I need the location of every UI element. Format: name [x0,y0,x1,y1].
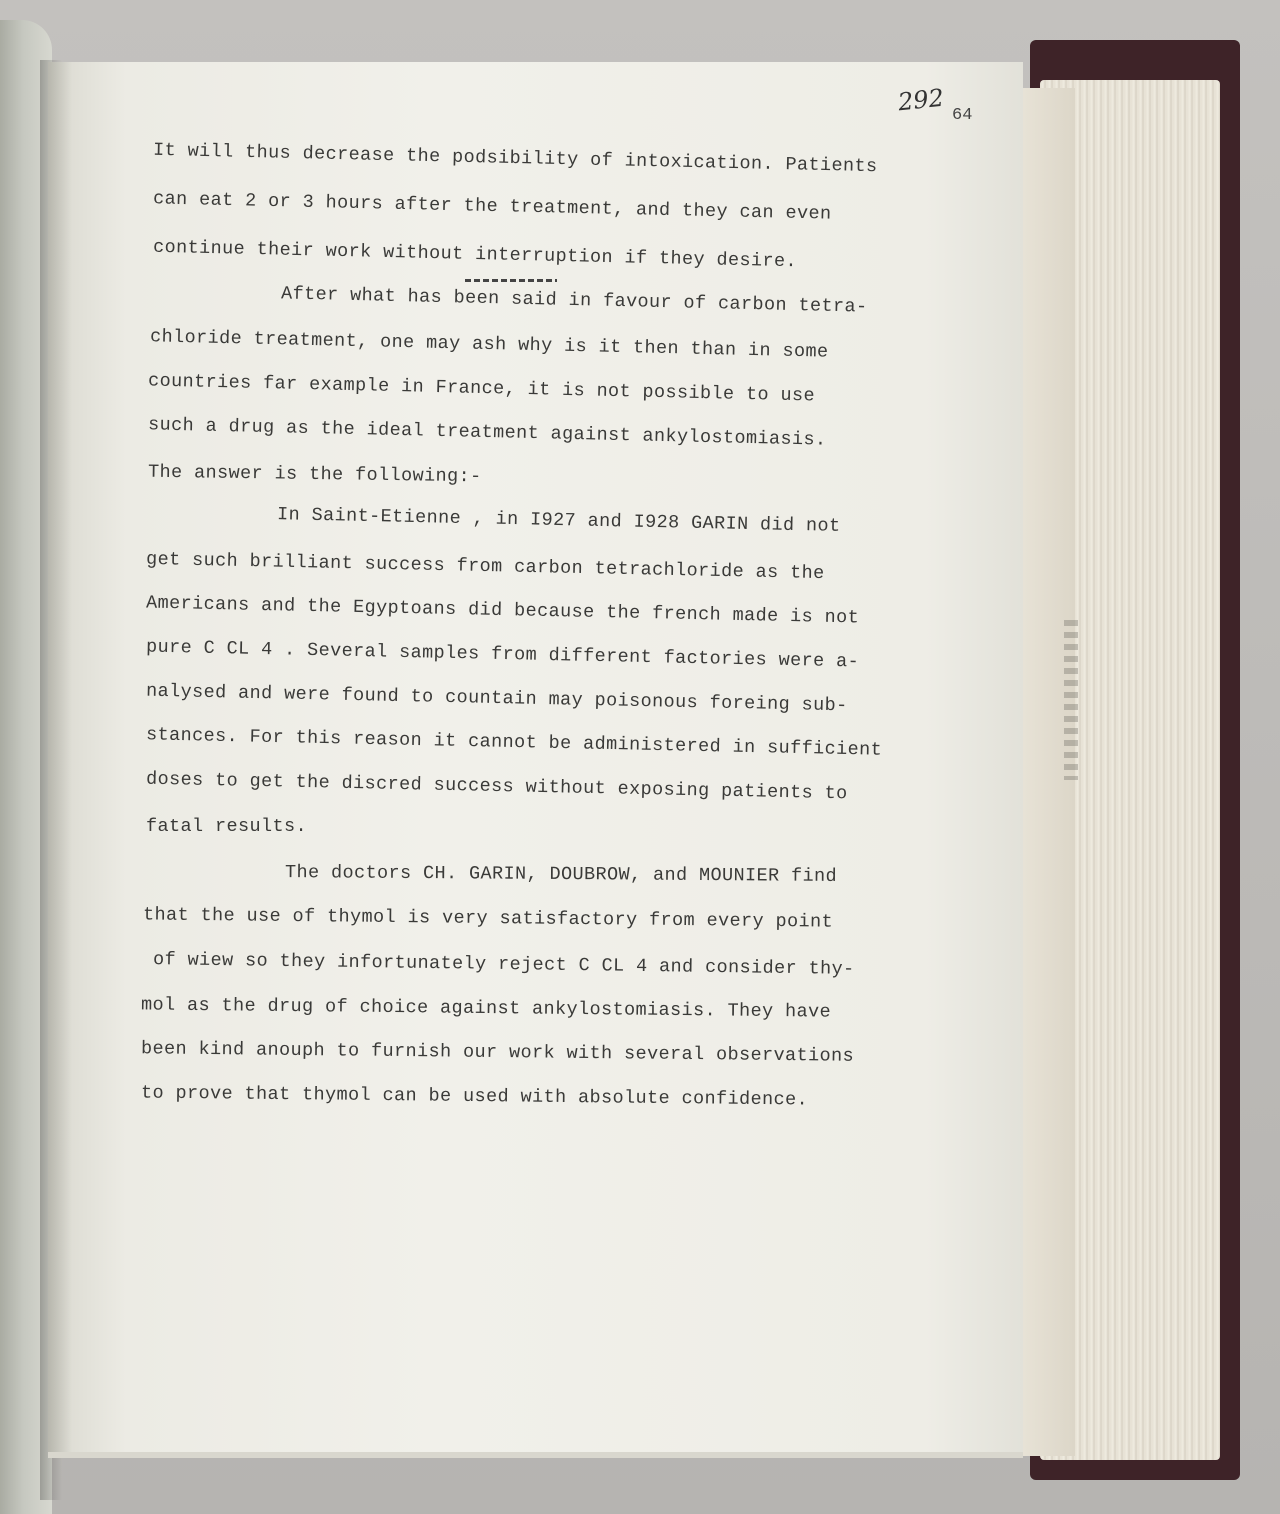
text-line: chloride treatment, one may ash why is it then than in some [149,326,829,363]
text-line: pure C CL 4 . Several samples from different factories were a- [145,636,860,673]
text-line: continue their work without interruption if they desire. [152,236,798,273]
text-line: of wiew so they infortunately reject C CL 4 and consider thy- [152,949,855,980]
text-line: can eat 2 or 3 hours after the treatment, and they can even [152,188,832,225]
text-line: nalysed and were found to countain may poisonous foreing sub- [145,680,848,717]
text-line: The answer is the following:- [147,461,482,488]
text-line: get such brilliant success from carbon tetrachloride as the [145,548,825,585]
text-line: Americans and the Egyptoans did because the french made is not [145,592,860,629]
text-line: such a drug as the ideal treatment against ankylostomiasis. [147,414,827,451]
typed-underline [465,279,557,282]
bleed-through-marks [1064,620,1078,780]
text-line: that the use of thymol is very satisfactory from every point [142,904,834,933]
text-line: It will thus decrease the podsibility of intoxication. Patients [152,139,878,178]
text-line: mol as the drug of choice against ankylostomiasis. They have [140,994,832,1023]
text-line: been kind anouph to furnish our work with several observations [140,1038,855,1067]
text-line: The doctors CH. GARIN, DOUBROW, and MOUNIER find [284,862,838,887]
text-line: doses to get the discred success without exposing patients to [145,768,848,805]
typed-page-number: 64 [952,106,973,125]
text-line: stances. For this reason it cannot be administered in sufficient [145,724,883,761]
text-line: to prove that thymol can be used with absolute confidence. [140,1082,809,1111]
text-line: fatal results. [146,816,308,837]
text-line: After what has been said in favour of carbon tetra- [280,283,868,318]
text-line: countries far example in France, it is not possible to use [147,370,816,407]
handwritten-folio: 292 [896,83,946,117]
text-line: In Saint-Etienne , in I927 and I928 GARIN did not [276,504,841,537]
